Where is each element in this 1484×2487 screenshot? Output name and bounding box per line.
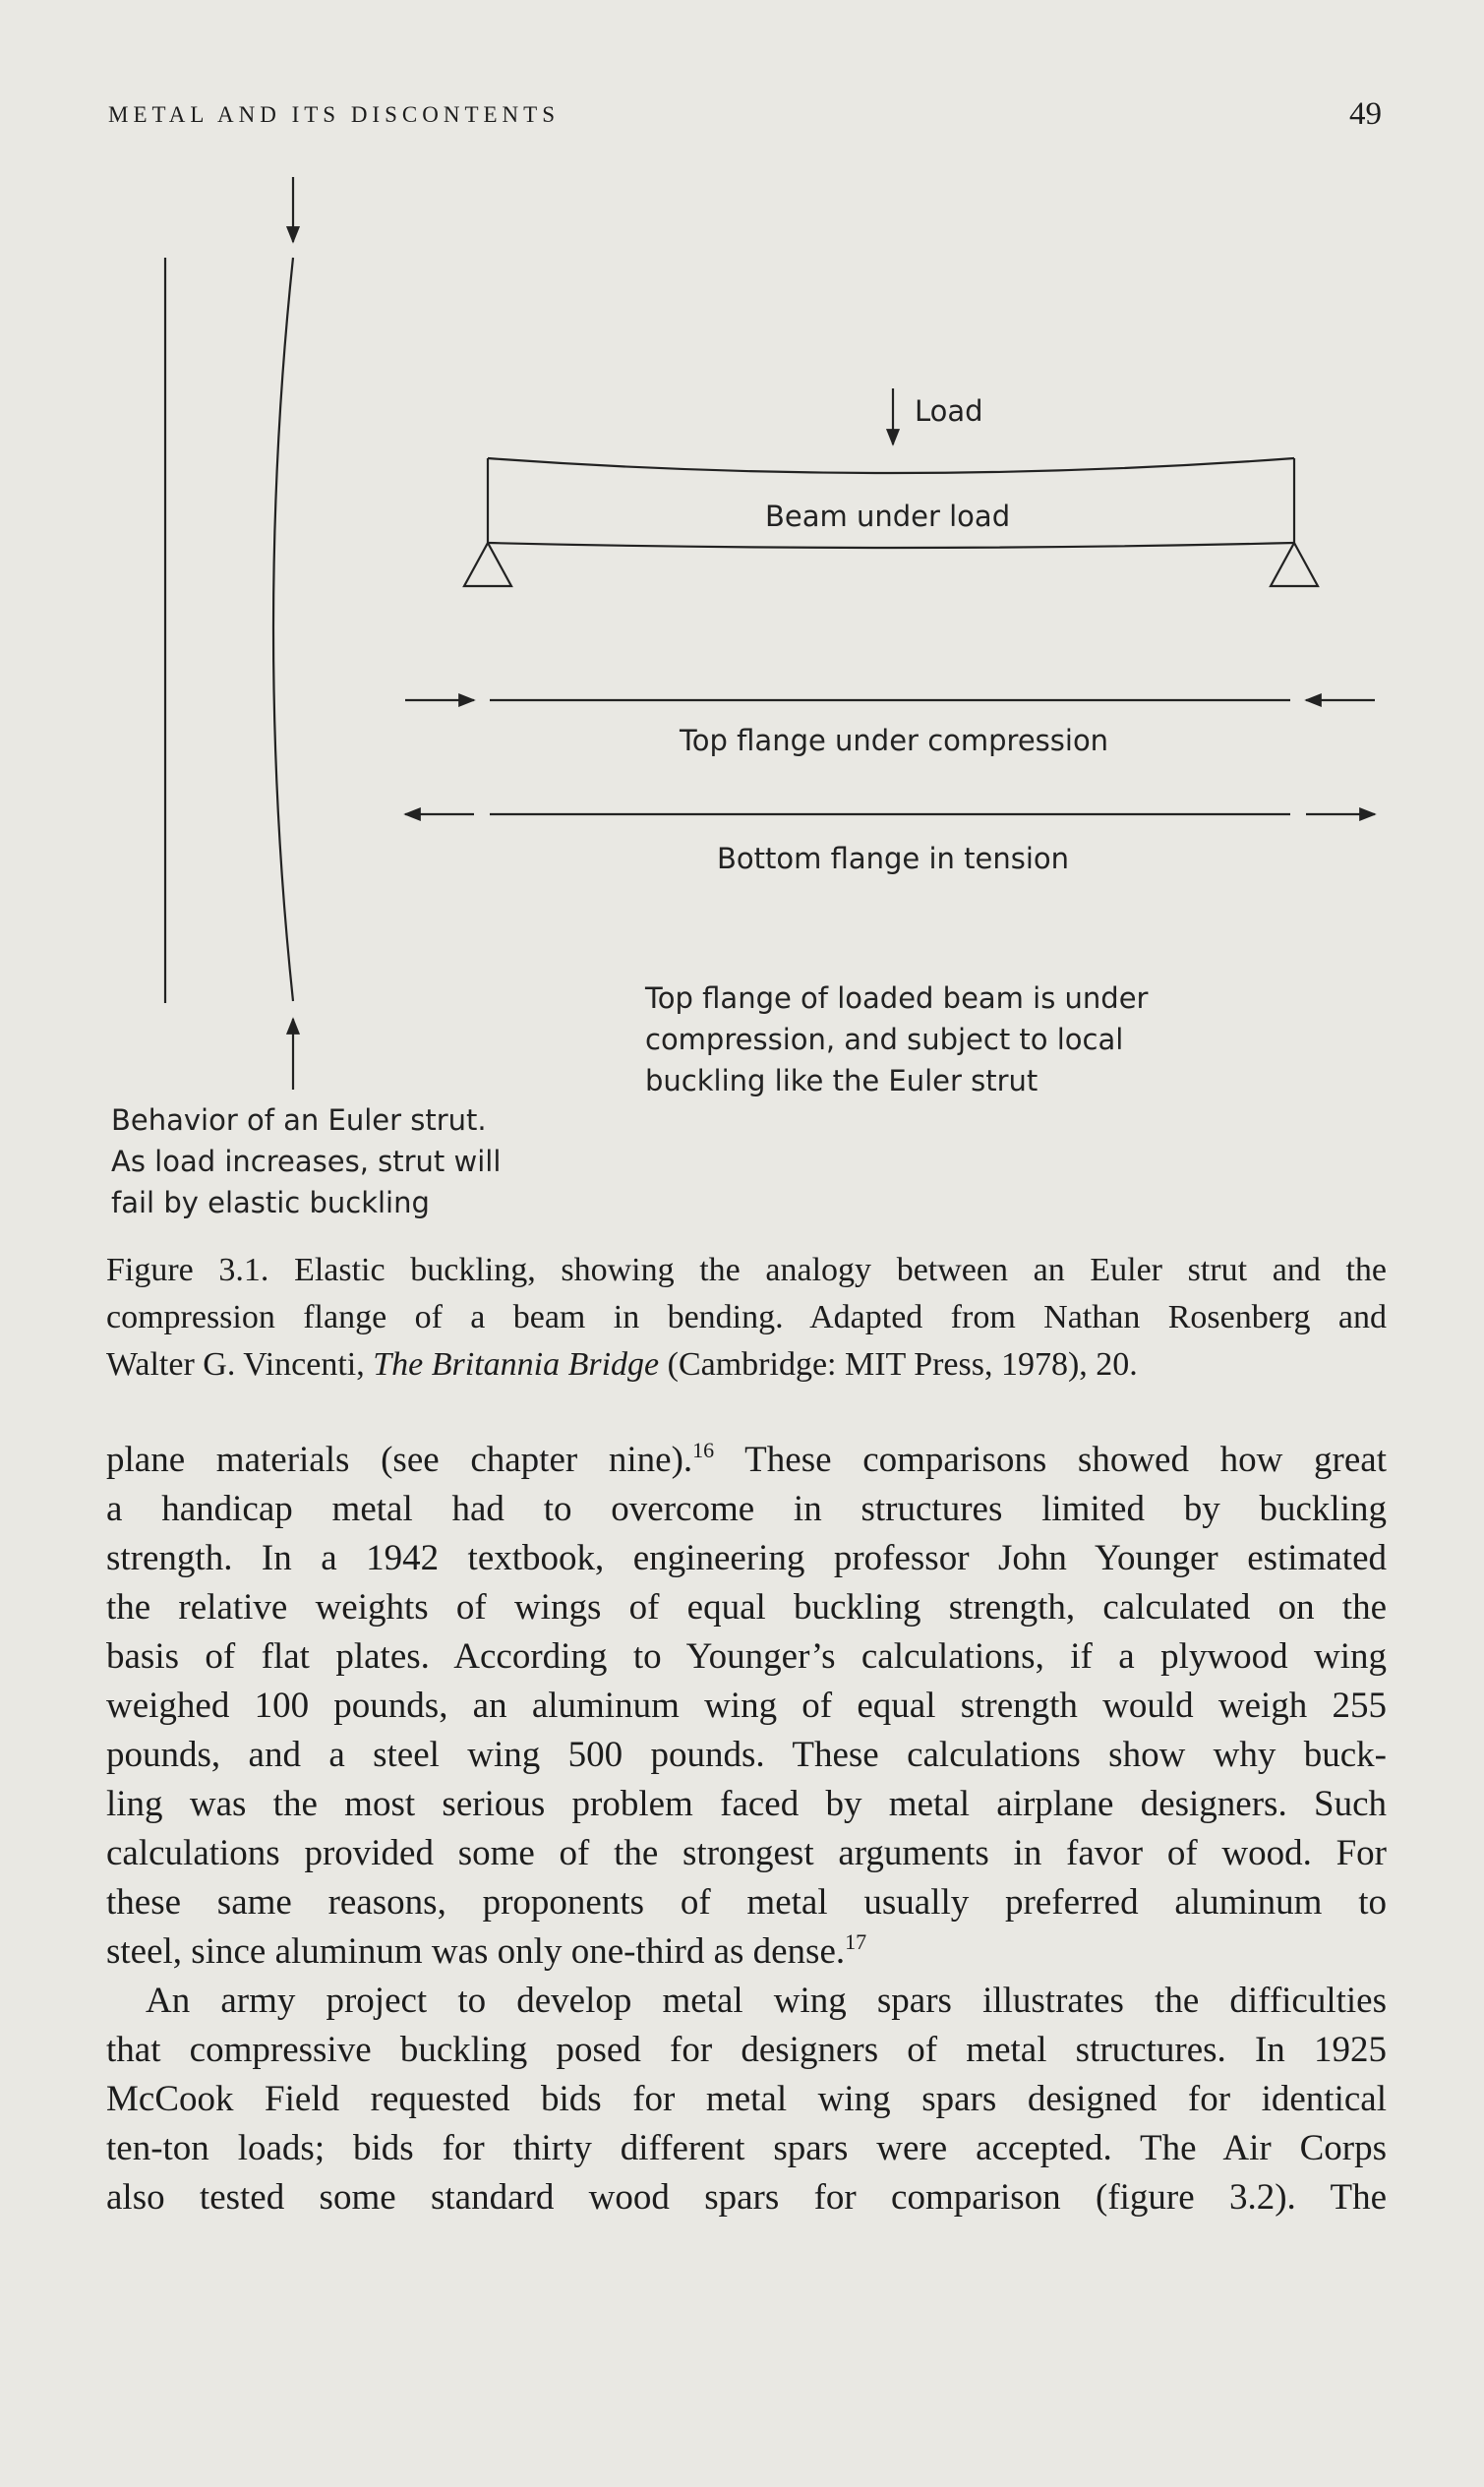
text-run: These comparisons showed how great [714,1440,1387,1480]
beam-note [645,977,1148,1101]
paragraph-line: the relative weights of wings of equal buckling strength, calculated on the [106,1587,1387,1628]
beam-label: Beam under load [765,500,1011,533]
top-flange-label: Top flange under compression [680,724,1109,757]
text-run: plane materials (see chapter nine). [106,1440,693,1480]
caption-line: Figure 3.1. Elastic buckling, showing the analogy between an Euler strut and the [106,1252,1387,1288]
buckled-strut-curve [273,258,293,1001]
paragraph-line: a handicap metal had to overcome in structures limited by buckling [106,1489,1387,1529]
caption-text: (Cambridge: MIT Press, 1978), 20. [659,1346,1138,1383]
paragraph-line: basis of flat plates. According to Younger’s calculations, if a plywood wing [106,1636,1387,1677]
paragraph-line: ling was the most serious problem faced by metal airplane designers. Such [106,1784,1387,1824]
beam-note-line: buckling like the Euler strut [645,1064,1039,1097]
beam-top-edge [488,458,1294,473]
figure-caption [106,1247,1387,1389]
paragraph-line: ten-ton loads; bids for thirty different spars were accepted. The Air Corps [106,2128,1387,2168]
paragraph-line: these same reasons, proponents of metal usually preferred aluminum to [106,1882,1387,1923]
footnote-ref-16[interactable]: 16 [692,1438,715,1462]
paragraph-line: pounds, and a steel wing 500 pounds. These calculations show why buck- [106,1735,1387,1775]
body-text [106,1436,1387,2222]
beam-bottom-edge [488,543,1294,548]
strut-note-line: fail by elastic buckling [111,1186,430,1219]
caption-line: compression flange of a beam in bending. Adapted from Nathan Rosenberg and [106,1299,1387,1335]
paragraph-line: McCook Field requested bids for metal wing spars designed for identical [106,2079,1387,2119]
paragraph-line: strength. In a 1942 textbook, engineering professor John Younger estimated [106,1538,1387,1578]
book-title: The Britannia Bridge [373,1346,660,1383]
strut-note [111,1099,501,1223]
load-label: Load [915,394,983,428]
paragraph-line: weighed 100 pounds, an aluminum wing of equal strength would weigh 255 [106,1686,1387,1726]
paragraph-line [106,1436,1387,1485]
strut-note-line: Behavior of an Euler strut. [111,1103,487,1137]
text-run: steel, since aluminum was only one-third as dense. [106,1931,846,1972]
paragraph-line: also tested some standard wood spars for comparison (figure 3.2). The [106,2177,1387,2218]
paragraph-line [106,1927,1387,1977]
paragraph-line: calculations provided some of the strongest arguments in favor of wood. For [106,1833,1387,1873]
caption-line [106,1341,1387,1389]
page-number: 49 [1349,96,1382,132]
strut-note-line: As load increases, strut will [111,1145,502,1178]
right-support-triangle [1271,543,1318,586]
running-head: METAL AND ITS DISCONTENTS [108,102,560,127]
caption-text: Walter G. Vincenti, [106,1346,374,1383]
paragraph-line: An army project to develop metal wing spars illustrates the difficulties [146,1981,1387,2021]
beam-note-line: compression, and subject to local [645,1023,1124,1056]
bottom-flange-label: Bottom flange in tension [717,842,1070,875]
footnote-ref-17[interactable]: 17 [845,1929,867,1954]
beam-note-line: Top flange of loaded beam is under [645,981,1149,1015]
paragraph-line: that compressive buckling posed for designers of metal structures. In 1925 [106,2030,1387,2070]
left-support-triangle [464,543,511,586]
